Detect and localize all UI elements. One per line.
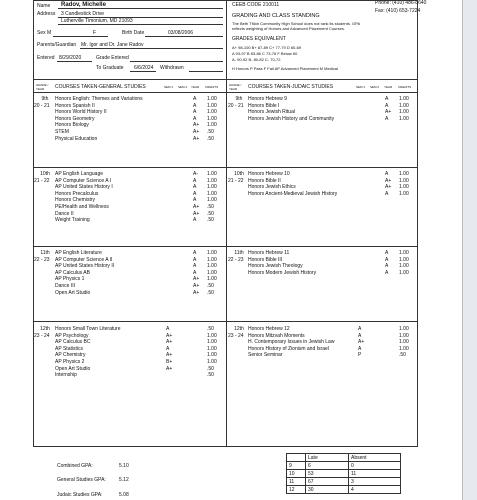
judaic-gpa-label: Judaic Studies GPA: (57, 492, 103, 498)
general-course-name: AP Computer Science A I (55, 177, 112, 184)
attendance-cell: 6 (306, 462, 349, 470)
attendance-row (287, 486, 401, 494)
general-course-name: Physical Education (55, 135, 98, 142)
attendance-cell: 11 (287, 478, 306, 486)
general-course-credits: 1.00 (207, 177, 217, 184)
attendance-cell: 0 (349, 462, 401, 470)
attendance-row (287, 478, 401, 486)
grading-text-2: reflects weighting of Honors and Advanced Placement Courses. (232, 26, 345, 31)
general-course-year-grade: A+ (193, 204, 200, 210)
general-course-name: Honors Chemistry (55, 197, 96, 204)
judaic-course-sem1-grade: A (358, 345, 362, 352)
general-course-credits: 1.00 (207, 276, 217, 283)
general-course-year-grade: A+ (193, 129, 200, 135)
general-course-credits: 1.00 (207, 197, 217, 204)
judaic-course-credits: 1.00 (399, 326, 409, 332)
judaic-course-credits: 1.00 (399, 102, 409, 109)
general-course-name: AP United States History I (55, 184, 113, 191)
general-course-name: Honors Small Town Literature (55, 326, 121, 332)
general-course-name: Honors Biology (55, 122, 89, 129)
judaic-course-year-grade: A (385, 102, 389, 109)
sem1-header: SEM 1 (164, 85, 174, 89)
attendance-cell: 30 (306, 486, 349, 494)
judaic-course-name: Honors History of Zionism and Israel (248, 345, 329, 352)
general-course-name: Honors Spanish II (55, 102, 95, 109)
general-course-name: AP Psychology (55, 332, 89, 339)
judaic-course-name: Honors Jewish Theology (248, 263, 303, 270)
judaic-course-credits: .50 (399, 352, 406, 359)
general-grade-label: 12th (40, 326, 50, 332)
judaic-grade-label: 9th (235, 96, 243, 102)
general-course-credits: 1.00 (207, 250, 217, 256)
grading-title: GRADING AND CLASS STANDING (232, 13, 320, 19)
address-line-2: Lutherville Timonium, MD 21093 (61, 18, 133, 24)
general-course-name: Dance III (55, 283, 76, 289)
grading-text-1: The Beth Tfiloh Community High School does not rank its students. GPA (232, 21, 361, 26)
attendance-header-cell: Late (306, 454, 349, 462)
ceeb-code: CEEB CODE 210011 (232, 2, 280, 8)
general-course-name: PE/Health and Wellness (55, 204, 109, 210)
general-gpa-label: General Studies GPA: (57, 477, 106, 483)
judaic-course-year-grade: A (385, 190, 389, 197)
entered-label: Entered (37, 55, 55, 61)
year-header-judaic: YEAR (384, 85, 393, 89)
general-grade-label: 11th (40, 250, 50, 256)
judaic-course-credits: 1.00 (399, 177, 409, 184)
entered-value: 8/29/2020 (59, 55, 82, 61)
attendance-cell: 11 (349, 470, 401, 478)
judaic-course-credits: 1.00 (399, 332, 409, 339)
judaic-course-sem1-grade: P (358, 352, 362, 359)
general-course-year-grade: A (193, 109, 197, 116)
judaic-course-sem1-grade: A (358, 326, 362, 332)
judaic-course-name: Honors Ancient-Medieval Jewish History (248, 190, 338, 197)
judaic-course-credits: 1.00 (399, 115, 409, 122)
sem1-header-judaic: SEM 1 (356, 85, 366, 89)
judaic-gpa-value: 5.08 (119, 492, 129, 498)
general-course-credits: .50 (207, 135, 214, 142)
general-grade-label: 9th (41, 96, 49, 102)
general-course-name: AP Chemistry (55, 352, 86, 359)
judaic-course-credits: 1.00 (399, 171, 409, 177)
window-scroll-frame (462, 0, 477, 500)
judaic-course-name: Honors Hebrew 9 (248, 96, 287, 102)
grade-year-header: GRADE / YEAR (36, 83, 49, 91)
attendance-header-cell: Absent (349, 454, 401, 462)
attendance-cell: 3 (349, 478, 401, 486)
judaic-course-sem1-grade: A (358, 332, 362, 339)
general-course-credits: .50 (207, 283, 214, 289)
general-course-sem1-grade: A (166, 345, 170, 352)
judaic-course-credits: 1.00 (399, 109, 409, 116)
general-course-credits: .50 (207, 210, 214, 217)
general-course-name: Honors Precalculus (55, 190, 99, 197)
sem2-header-judaic: SEM 2 (370, 85, 380, 89)
general-course-sem1-grade: A+ (166, 339, 173, 346)
general-course-credits: 1.00 (207, 96, 217, 102)
judaic-course-credits: 1.00 (399, 250, 409, 256)
judaic-grade-label: 11th (234, 250, 244, 256)
school-fax: Fax: (410) 653-7224 (375, 8, 421, 14)
judaic-course-year-grade: A+ (385, 184, 392, 191)
judaic-course-credits: 1.00 (399, 96, 409, 102)
general-course-name: AP Statistics (55, 345, 83, 352)
general-course-credits: 1.00 (207, 256, 217, 263)
general-course-credits: 1.00 (207, 171, 217, 177)
judaic-course-year-grade: A+ (385, 109, 392, 116)
general-course-year-grade: A (193, 256, 197, 263)
general-course-year-grade: A (193, 217, 197, 224)
general-course-name: AP Calculus AB (55, 269, 90, 276)
school-phone: Phone: (410) 486-8640 (375, 0, 427, 6)
general-course-name: AP English Language (55, 171, 104, 177)
general-course-credits: 1.00 (207, 359, 217, 365)
judaic-course-credits: 1.00 (399, 184, 409, 191)
general-course-credits: 1.00 (207, 115, 217, 122)
general-course-credits: 1.00 (207, 184, 217, 191)
judaic-course-name: Honors Jewish Ritual (248, 109, 295, 116)
general-grade-label: 10th (40, 171, 50, 177)
general-course-sem1-grade: A+ (166, 365, 173, 372)
general-course-credits: .50 (207, 217, 214, 224)
general-course-year-grade: A (193, 263, 197, 270)
attendance-header-row (287, 454, 401, 462)
attendance-header-cell (287, 454, 306, 462)
general-course-credits: .50 (207, 372, 214, 379)
judaic-course-year-grade: A (385, 96, 389, 102)
credits-header-judaic: CREDITS (398, 85, 412, 89)
general-course-sem1-grade: A+ (166, 332, 173, 339)
general-course-sem1-grade: A (166, 326, 170, 332)
sex-value: F (93, 30, 97, 36)
general-course-name: STEM (55, 129, 69, 135)
judaic-course-year-grade: A (385, 115, 389, 122)
judaic-course-credits: 1.00 (399, 263, 409, 270)
attendance-cell: 12 (287, 486, 306, 494)
judaic-course-name: Honors Jewish Ethics (248, 184, 296, 191)
judaic-course-name: Honors Bible III (248, 256, 283, 263)
judaic-grade-label: 12th (234, 326, 244, 332)
general-course-name: Open Art Studio (55, 289, 91, 296)
combined-gpa-value: 5.10 (119, 463, 129, 469)
judaic-course-name: Honors Bible I (248, 102, 280, 109)
attendance-cell: 10 (287, 470, 306, 478)
attendance-cell: 9 (287, 462, 306, 470)
student-name: Radov, Michelle (61, 2, 106, 8)
general-course-name: Weight Training (55, 217, 90, 224)
judaic-course-year-grade: A (385, 171, 389, 177)
judaic-course-credits: 1.00 (399, 256, 409, 263)
address-line-1: 3 Candlestick Drive (61, 11, 105, 17)
general-course-credits: 1.00 (207, 269, 217, 276)
general-course-credits: .50 (207, 289, 214, 296)
judaic-course-year-grade: A (385, 263, 389, 270)
judaic-course-name: Honors Hebrew 10 (248, 171, 290, 177)
general-course-credits: 1.00 (207, 102, 217, 109)
judaic-course-name: Honors Hebrew 11 (248, 250, 290, 256)
general-course-year-grade: A (193, 190, 197, 197)
general-course-name: AP United States History II (55, 263, 115, 270)
general-course-credits: .50 (207, 204, 214, 210)
grades-legend: H Honors P Pass F Fail AP Advanced Placement M Medical (232, 66, 338, 71)
sem2-header: SEM 2 (178, 85, 188, 89)
general-course-year-grade: A+ (193, 135, 200, 142)
general-course-year-grade: A (193, 96, 197, 102)
general-course-credits: 1.00 (207, 332, 217, 339)
birth-date-label: Birth Date (122, 30, 145, 36)
general-school-years: 22 - 23 (34, 256, 50, 263)
judaic-course-year-grade: A (385, 269, 389, 276)
general-school-years: 23 - 24 (34, 332, 50, 339)
graduate-label: To Graduate (96, 65, 124, 71)
general-course-sem1-grade: A+ (166, 352, 173, 359)
general-course-year-grade: A (193, 102, 197, 109)
judaic-course-sem1-grade: A+ (358, 339, 365, 346)
general-course-credits: 1.00 (207, 263, 217, 270)
address-label: Address (37, 11, 56, 17)
general-course-credits: 1.00 (207, 352, 217, 359)
general-course-name: Internship (55, 372, 77, 379)
general-course-year-grade: A+ (193, 283, 200, 289)
judaic-school-years: 21 - 22 (228, 177, 244, 184)
general-course-name: Honors Geometry (55, 115, 95, 122)
general-course-credits: 1.00 (207, 122, 217, 129)
general-course-credits: 1.00 (207, 109, 217, 116)
grades-equivalent-row-1: A+ 98-100 B+ 87-89 C+ 77-79 D 60-69 (232, 45, 302, 50)
general-course-name: Dance II (55, 210, 74, 217)
general-course-credits: .50 (207, 365, 214, 372)
general-course-sem1-grade: B+ (166, 359, 173, 365)
combined-gpa-label: Combined GPA: (57, 463, 93, 469)
grades-equivalent-row-3: A- 90-92 B- 80-82 C- 70-72 (232, 57, 281, 62)
attendance-cell: 67 (306, 478, 349, 486)
judaic-course-name: Honors Hebrew 12 (248, 326, 290, 332)
general-course-credits: .50 (207, 326, 214, 332)
general-course-name: Honors World History II (55, 109, 107, 116)
general-course-name: AP Physics 1 (55, 276, 85, 283)
general-course-credits: 1.00 (207, 345, 217, 352)
judaic-course-credits: 1.00 (399, 339, 409, 346)
general-course-year-grade: A (193, 269, 197, 276)
judaic-school-years: 22 - 23 (228, 256, 244, 263)
name-label: Name (37, 3, 51, 9)
judaic-school-years: 20 - 21 (228, 102, 244, 109)
general-course-name: AP English Literature (55, 250, 102, 256)
general-course-name: AP Computer Science A II (55, 256, 113, 263)
general-course-name: Open Art Studio (55, 365, 91, 372)
grade-entered-label: Grade Entered (96, 55, 129, 61)
general-school-years: 21 - 22 (34, 177, 50, 184)
judaic-course-name: H. Contemporary Issues in Jewish Law (248, 339, 335, 346)
judaic-studies-title: COURSES TAKEN-JUDAIC STUDIES (248, 84, 334, 90)
general-course-credits: 1.00 (207, 339, 217, 346)
birth-date-value: 03/08/2006 (168, 30, 194, 36)
general-course-year-grade: A+ (193, 276, 200, 283)
judaic-course-name: Honors Modern Jewish History (248, 269, 317, 276)
judaic-course-name: Senior Seminar (248, 352, 283, 359)
sex-label: Sex M (37, 30, 52, 36)
general-course-credits: .50 (207, 129, 214, 135)
judaic-course-credits: 1.00 (399, 345, 409, 352)
judaic-course-credits: 1.00 (399, 190, 409, 197)
general-course-year-grade: A (193, 197, 197, 204)
general-course-year-grade: A+ (193, 122, 200, 129)
attendance-cell: 4 (349, 486, 401, 494)
parents-label: Parents/Guardian (37, 42, 77, 48)
general-course-name: AP Calculus BC (55, 339, 91, 346)
general-school-years: 20 - 21 (34, 102, 50, 109)
withdrawn-label: Withdrawn (160, 65, 184, 71)
general-course-year-grade: A (193, 184, 197, 191)
general-course-year-grade: A (193, 115, 197, 122)
parents-value: Mr. Igor and Dr. Jane Radov (81, 42, 144, 48)
year-header: YEAR (191, 85, 200, 89)
graduate-value: 6/6/2024 (134, 65, 154, 71)
judaic-grade-label: 10th (234, 171, 244, 177)
general-course-year-grade: A (193, 250, 197, 256)
judaic-course-name: Honors Jewish History and Community (248, 115, 335, 122)
judaic-school-years: 23 - 24 (228, 332, 244, 339)
credits-header: CREDITS (205, 85, 219, 89)
general-gpa-value: 5.12 (119, 477, 129, 483)
attendance-table (286, 453, 401, 494)
general-course-name: AP Physics 2 (55, 359, 85, 365)
general-course-name: Honors English: Themes and Variations (55, 96, 143, 102)
grade-year-header-judaic: GRADE / YEAR (229, 83, 242, 91)
judaic-course-year-grade: A+ (385, 177, 392, 184)
general-studies-title: COURSES TAKEN-GENERAL STUDIES (55, 84, 146, 90)
grades-equivalent-title: GRADES EQUIVALENT (232, 36, 286, 42)
general-course-year-grade: A+ (193, 289, 200, 296)
attendance-cell: 53 (306, 470, 349, 478)
judaic-course-name: Honors Mitzvah Moments (248, 332, 305, 339)
general-course-year-grade: A- (193, 171, 198, 177)
judaic-course-year-grade: A (385, 250, 389, 256)
judaic-course-year-grade: A (385, 256, 389, 263)
judaic-course-name: Honors Bible II (248, 177, 281, 184)
attendance-row (287, 462, 401, 470)
general-course-credits: 1.00 (207, 190, 217, 197)
general-course-year-grade: A+ (193, 210, 200, 217)
attendance-row (287, 470, 401, 478)
general-course-year-grade: A (193, 177, 197, 184)
judaic-course-credits: 1.00 (399, 269, 409, 276)
grades-equivalent-row-2: A 93-97 B 83-86 C 73-76 F Below 60 (232, 51, 298, 56)
